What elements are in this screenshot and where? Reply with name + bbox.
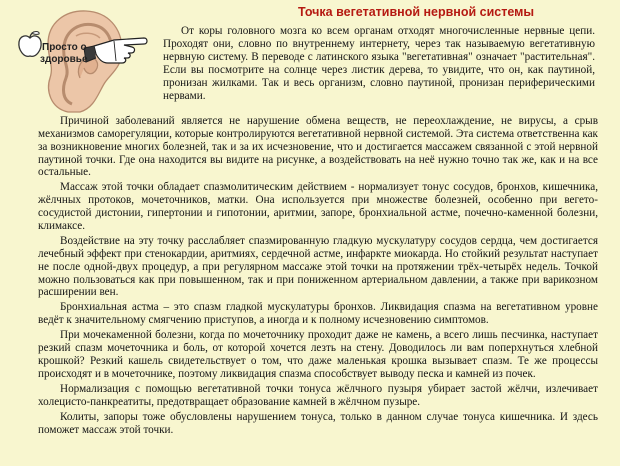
svg-text:Просто о: Просто о: [42, 42, 87, 53]
paragraph-colitis: Колиты, запоры тоже обусловлены нарушением тонуса, только в данном случае тонуса кишечника. И здесь поможет массаж этой точки.: [38, 410, 598, 436]
intro-paragraph: От коры головного мозга ко всем органам отходят многочисленные нервные цепи. Проходят они, словно по внутреннему интернету, через так называемую вегетативную нервную систему. В переводе с латинского языка "вегетативная" означает "растительная". Если вы посмотрите на солнце через листик дерева, то увидите, что он, как паутиной, пронизан жилками. Так и весь организм, словно паутиной, пронизан периферическими нервами.: [163, 25, 595, 102]
page-title: Точка вегетативной нервной системы: [298, 5, 535, 19]
paragraph-massage-effect: Массаж этой точки обладает спазмолитическим действием - нормализует тонус сосудов, бронхов, кишечника, жёлчных протоков, мочеточников, матки. Она используется при множестве болезней, особенно при вегето-сосудистой дистонии, гипертонии и гипотонии, аритмии, запоре, бронхиальной астме, почечно-каменной болезни, климаксе.: [38, 181, 598, 232]
paragraph-asthma: Бронхиальная астма – это спазм гладкой мускулатуры бронхов. Ликвидация спазма на вегетативном уровне ведёт к значительному смягчению приступов, а иногда и к полному исчезновению симптомов.: [38, 301, 598, 327]
paragraph-heart: Воздействие на эту точку расслабляет спазмированную гладкую мускулатуру сосудов сердца, чем достигается лечебный эффект при стенокардии, аритмиях, сердечной астме, инфаркте миокарда. Но стойкий результат наступает не после одной-двух процедур, а при регулярном массаже этой точки на протяжении трёх-четырёх недель. Точкой можно пользоваться как при повышенном, так и при пониженном артериальном давлении, а также при варикозном расширении вен.: [38, 234, 598, 299]
ear-illustration: [10, 8, 150, 116]
paragraph-causes: Причиной заболеваний является не нарушение обмена веществ, не переохлаждение, не вирусы, а срыв механизмов саморегуляции, которые контролируются вегетативной нервной системой. Эта система ответственна как за возникновение многих болезней, так и за их исчезновение, что и достигается массажем связанной с этой нервной паутиной точки. Где она находится вы видите на рисунке, а воздействовать на неё нужно точно так же, как и на все остальные.: [38, 115, 598, 179]
paragraph-gallbladder: Нормализация с помощью вегетативной точки тонуса жёлчного пузыря убирает застой жёлчи, излечивает холецисто-панкреатиты, предотвращает образование камней в жёлчном пузыре.: [38, 382, 598, 408]
paragraph-kidney-stones: При мочекаменной болезни, когда по мочеточнику проходит даже не камень, а всего лишь песчинка, наступает резкий спазм мочеточника и боль, от которой хочется лезть на стену. Доводилось ли вам поперхнуться хлебной крошкой? Резкий кашель свидетельствует о том, что даже маленькая крошка вызывает спазм. Те же процессы происходят и в мочеточнике, поэтому ликвидация спазма способствует выводу песка и камней из почек.: [38, 329, 598, 380]
svg-text:здоровье: здоровье: [40, 54, 88, 65]
article-body: [38, 115, 598, 439]
